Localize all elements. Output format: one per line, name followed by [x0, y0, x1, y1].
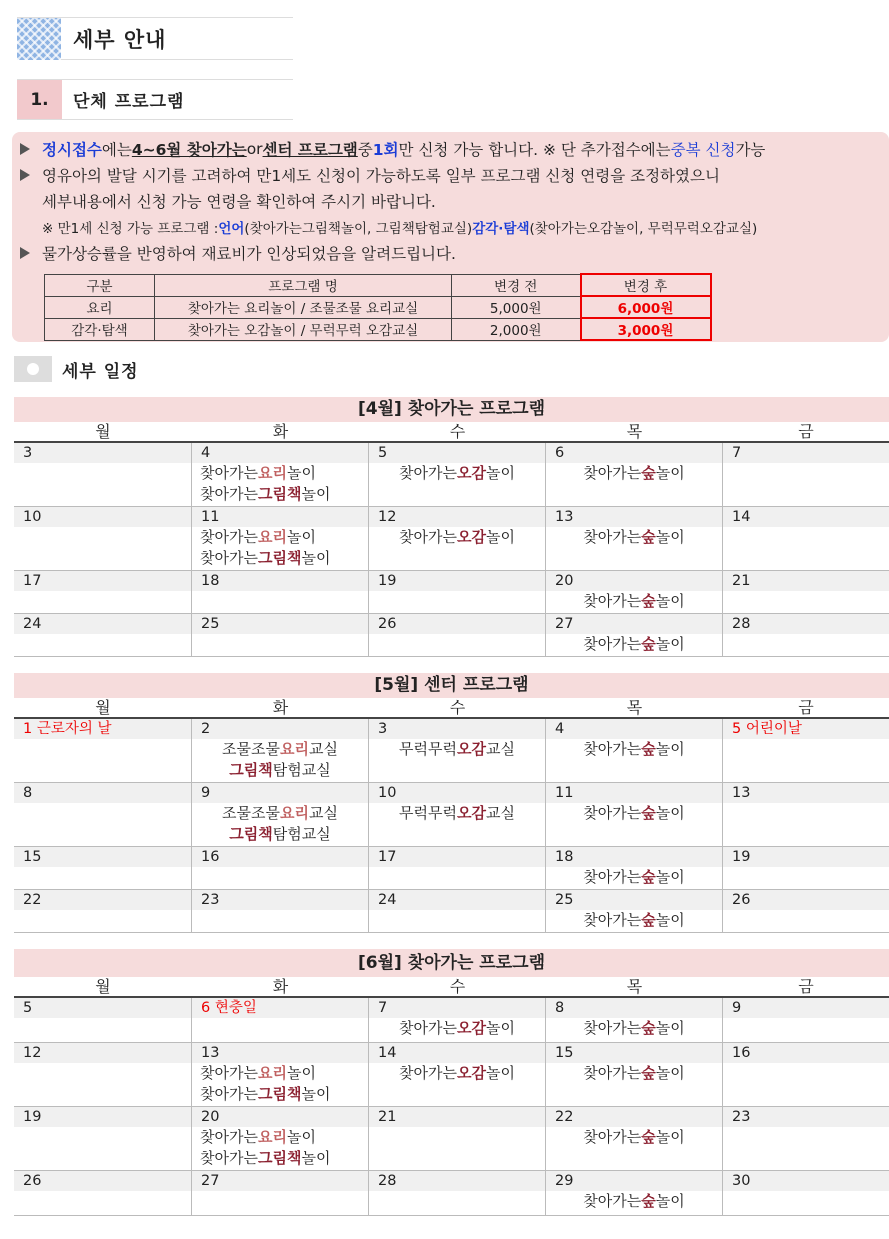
day-number: 11 — [546, 783, 722, 803]
day-cell — [546, 1171, 723, 1215]
day-number: 8 — [14, 783, 191, 803]
day-number: 27 — [546, 614, 722, 634]
day-number: 25 — [192, 614, 368, 634]
notice-text: 중 — [357, 141, 373, 159]
table-row — [45, 296, 711, 318]
day-cell — [192, 507, 369, 570]
day-number: 19 — [723, 847, 889, 867]
day-cell — [369, 614, 546, 656]
calendar-may — [14, 673, 889, 933]
notice-text: 1회 — [372, 141, 399, 159]
day-cell — [723, 571, 889, 613]
event: 찾아가는숲놀이 — [583, 1019, 685, 1037]
event: 찾아가는그림책놀이 — [200, 1085, 331, 1103]
event: 찾아가는요리놀이 — [200, 528, 316, 546]
day-cell — [369, 1171, 546, 1215]
day-number: 14 — [369, 1043, 545, 1063]
weekday: 수 — [449, 698, 466, 717]
week-row — [14, 890, 889, 933]
notice-text: or — [246, 140, 263, 158]
day-cell — [546, 443, 723, 506]
notice-text: 감각·탐색 — [472, 221, 530, 237]
calendar-title: [5월] 센터 프로그램 — [14, 673, 889, 698]
weekday-header — [14, 698, 889, 719]
day-number: 24 — [369, 890, 545, 910]
day-cell — [723, 783, 889, 846]
day-number: 26 — [14, 1171, 191, 1191]
day-cell — [369, 847, 546, 889]
day-cell — [546, 1107, 723, 1170]
day-cell — [14, 719, 192, 782]
day-number: 27 — [192, 1171, 368, 1191]
day-cell — [723, 998, 889, 1042]
day-number: 22 — [14, 890, 191, 910]
table-cell: 6,000원 — [581, 296, 711, 318]
event: 찾아가는요리놀이 — [200, 464, 316, 482]
weekday: 목 — [626, 698, 643, 717]
table-cell: 찾아가는 오감놀이 / 무럭무럭 오감교실 — [155, 318, 452, 340]
table-row — [45, 318, 711, 340]
day-cell — [723, 443, 889, 506]
day-cell — [192, 571, 369, 613]
table-cell: 5,000원 — [452, 296, 581, 318]
week-row — [14, 998, 889, 1043]
event: 그림책탐험교실 — [229, 761, 331, 779]
day-number: 28 — [369, 1171, 545, 1191]
day-number: 3 — [14, 443, 191, 463]
day-number: 18 — [192, 571, 368, 591]
notice-text: 정시접수 — [42, 141, 102, 159]
weekday: 금 — [798, 422, 814, 441]
day-cell — [369, 783, 546, 846]
page-title: 세부 안내 — [73, 27, 167, 52]
table-cell: 2,000원 — [452, 318, 581, 340]
day-number: 12 — [14, 1043, 191, 1063]
day-cell — [14, 1043, 192, 1106]
week-row — [14, 571, 889, 614]
day-number: 20 — [192, 1107, 368, 1127]
weekday: 수 — [449, 422, 466, 441]
weekday: 금 — [798, 698, 814, 717]
table-header: 프로그램 명 — [155, 274, 452, 296]
title-bar — [17, 17, 293, 60]
day-number: 7 — [369, 998, 545, 1018]
day-number: 26 — [369, 614, 545, 634]
notice-line-5 — [20, 240, 889, 266]
notice-line-2 — [20, 162, 889, 188]
notice-text: 만 신청 가능 합니다. ※ 단 추가접수에는 — [398, 141, 671, 159]
week-row — [14, 443, 889, 507]
day-number: 15 — [546, 1043, 722, 1063]
day-number: 7 — [723, 443, 889, 463]
table-cell: 찾아가는 요리놀이 / 조물조물 요리교실 — [155, 296, 452, 318]
day-number: 24 — [14, 614, 191, 634]
day-number: 9 — [192, 783, 368, 803]
day-number: 23 — [723, 1107, 889, 1127]
bullet-triangle-icon — [20, 143, 30, 155]
day-number: 25 — [546, 890, 722, 910]
day-number: 18 — [546, 847, 722, 867]
notice-line-4 — [42, 214, 889, 240]
schedule-heading: 세부 일정 — [62, 362, 139, 382]
day-cell — [369, 719, 546, 782]
day-number: 17 — [14, 571, 191, 591]
day-cell — [14, 783, 192, 846]
day-number: 23 — [192, 890, 368, 910]
day-cell — [192, 1107, 369, 1170]
weekday-header — [14, 977, 889, 998]
notice-text: 영유아의 발달 시기를 고려하여 만1세도 신청이 가능하도록 일부 프로그램 신청 연령을 조정하였으니 — [42, 167, 720, 185]
day-number: 19 — [369, 571, 545, 591]
event: 찾아가는요리놀이 — [200, 1128, 316, 1146]
day-cell — [14, 998, 192, 1042]
notice-text: 언어 — [218, 221, 245, 237]
calendar-title: [6월] 찾아가는 프로그램 — [14, 949, 889, 977]
event: 찾아가는숲놀이 — [583, 804, 685, 822]
event: 찾아가는그림책놀이 — [200, 1149, 331, 1167]
section-header — [17, 79, 293, 120]
day-number: 17 — [369, 847, 545, 867]
day-cell — [14, 847, 192, 889]
day-number: 26 — [723, 890, 889, 910]
day-number: 4 — [192, 443, 368, 463]
event: 그림책탐험교실 — [229, 825, 331, 843]
day-cell — [14, 614, 192, 656]
day-cell — [546, 847, 723, 889]
day-cell — [14, 571, 192, 613]
day-number: 4 — [546, 719, 722, 739]
day-number: 28 — [723, 614, 889, 634]
day-cell — [192, 443, 369, 506]
day-cell — [546, 890, 723, 932]
day-cell — [14, 443, 192, 506]
day-cell — [369, 507, 546, 570]
day-cell — [546, 614, 723, 656]
event: 조물조물요리교실 — [222, 740, 338, 758]
day-cell — [723, 1171, 889, 1215]
event: 조물조물요리교실 — [222, 804, 338, 822]
day-cell — [369, 443, 546, 506]
day-cell — [369, 1043, 546, 1106]
section-title: 단체 프로그램 — [73, 92, 185, 112]
day-number: 29 — [546, 1171, 722, 1191]
day-cell — [192, 614, 369, 656]
day-cell — [192, 890, 369, 932]
day-number: 15 — [14, 847, 191, 867]
week-row — [14, 719, 889, 783]
event: 찾아가는숲놀이 — [583, 1064, 685, 1082]
day-number: 21 — [723, 571, 889, 591]
day-number: 13 — [546, 507, 722, 527]
notice-text: (찾아가는오감놀이, 무럭무럭오감교실) — [529, 221, 758, 237]
day-number: 30 — [723, 1171, 889, 1191]
week-row — [14, 1107, 889, 1171]
day-cell — [723, 890, 889, 932]
day-number: 6 — [546, 443, 722, 463]
fee-table — [44, 273, 712, 341]
day-cell — [546, 571, 723, 613]
day-cell — [723, 719, 889, 782]
day-number: 5 — [369, 443, 545, 463]
day-number: 21 — [369, 1107, 545, 1127]
day-number: 16 — [723, 1043, 889, 1063]
day-number: 22 — [546, 1107, 722, 1127]
event: 찾아가는숲놀이 — [583, 740, 685, 758]
event: 찾아가는숲놀이 — [583, 1128, 685, 1146]
day-cell — [723, 614, 889, 656]
event: 찾아가는오감놀이 — [399, 464, 515, 482]
notice-line-3 — [42, 188, 889, 214]
notice-text: 센터 프로그램 — [262, 141, 358, 159]
table-header: 변경 전 — [452, 274, 581, 296]
calendar-title: [4월] 찾아가는 프로그램 — [14, 397, 889, 422]
notice-text: (찾아가는그림책놀이, 그림책탐험교실) — [244, 221, 473, 237]
day-cell — [546, 998, 723, 1042]
day-number: 6 현충일 — [192, 998, 368, 1018]
weekday-header — [14, 422, 889, 443]
day-cell — [192, 783, 369, 846]
week-row — [14, 783, 889, 847]
day-cell — [546, 1043, 723, 1106]
event: 찾아가는숲놀이 — [583, 464, 685, 482]
section-number: 1. — [17, 80, 62, 119]
event: 무럭무럭오감교실 — [399, 804, 515, 822]
weekday: 금 — [798, 977, 814, 996]
table-cell: 요리 — [45, 296, 155, 318]
event: 찾아가는그림책놀이 — [200, 549, 331, 567]
day-cell — [723, 507, 889, 570]
day-number: 3 — [369, 719, 545, 739]
weekday: 화 — [272, 422, 289, 441]
notice-text: ※ 만1세 신청 가능 프로그램 : — [42, 221, 219, 237]
day-cell — [192, 1171, 369, 1215]
day-cell — [192, 998, 369, 1042]
notice-text: 에는 — [101, 141, 132, 159]
day-number: 10 — [369, 783, 545, 803]
day-number: 5 어린이날 — [723, 719, 889, 739]
event: 찾아가는오감놀이 — [399, 528, 515, 546]
table-header: 변경 후 — [581, 274, 711, 296]
event: 찾아가는숲놀이 — [583, 528, 685, 546]
day-number: 16 — [192, 847, 368, 867]
day-cell — [14, 1107, 192, 1170]
event: 찾아가는오감놀이 — [399, 1019, 515, 1037]
calendar-june — [14, 949, 889, 1216]
day-cell — [369, 890, 546, 932]
event: 찾아가는오감놀이 — [399, 1064, 515, 1082]
event: 찾아가는숲놀이 — [583, 1192, 685, 1210]
table-header-row — [45, 274, 711, 296]
weekday: 월 — [95, 422, 111, 441]
table-cell: 3,000원 — [581, 318, 711, 340]
table-header: 구분 — [45, 274, 155, 296]
day-number: 12 — [369, 507, 545, 527]
week-row — [14, 1043, 889, 1107]
event: 찾아가는요리놀이 — [200, 1064, 316, 1082]
notice-text: 가능 — [735, 141, 766, 159]
day-number: 8 — [546, 998, 722, 1018]
day-cell — [14, 890, 192, 932]
week-row — [14, 507, 889, 571]
weekday: 화 — [272, 698, 289, 717]
week-row — [14, 614, 889, 657]
day-number: 14 — [723, 507, 889, 527]
day-cell — [369, 1107, 546, 1170]
day-cell — [546, 507, 723, 570]
weekday: 수 — [449, 977, 466, 996]
week-row — [14, 847, 889, 890]
week-row — [14, 1171, 889, 1216]
pattern-icon — [17, 18, 61, 60]
day-number: 2 — [192, 719, 368, 739]
event: 찾아가는숲놀이 — [583, 911, 685, 929]
day-cell — [369, 998, 546, 1042]
day-cell — [723, 847, 889, 889]
day-number: 13 — [192, 1043, 368, 1063]
weekday: 월 — [95, 977, 111, 996]
day-cell — [723, 1107, 889, 1170]
day-number: 9 — [723, 998, 889, 1018]
weekday: 목 — [626, 977, 643, 996]
notice-text: 중복 신청 — [670, 141, 736, 159]
circle-icon — [27, 363, 39, 375]
day-number: 20 — [546, 571, 722, 591]
notice-text: 4~6월 찾아가는 — [131, 141, 247, 159]
day-cell — [14, 507, 192, 570]
weekday: 월 — [95, 698, 111, 717]
table-cell: 감각·탐색 — [45, 318, 155, 340]
weekday: 목 — [626, 422, 643, 441]
day-cell — [14, 1171, 192, 1215]
day-cell — [192, 847, 369, 889]
day-cell — [546, 783, 723, 846]
event: 찾아가는숲놀이 — [583, 635, 685, 653]
calendar-april — [14, 397, 889, 657]
day-number: 10 — [14, 507, 191, 527]
event: 찾아가는숲놀이 — [583, 868, 685, 886]
event: 찾아가는그림책놀이 — [200, 485, 331, 503]
day-number: 1 근로자의 날 — [14, 719, 191, 739]
day-number: 11 — [192, 507, 368, 527]
weekday: 화 — [272, 977, 289, 996]
notice-line-1 — [20, 136, 889, 162]
bullet-triangle-icon — [20, 247, 30, 259]
bullet-triangle-icon — [20, 169, 30, 181]
day-number: 19 — [14, 1107, 191, 1127]
day-cell — [546, 719, 723, 782]
event: 찾아가는숲놀이 — [583, 592, 685, 610]
event: 무럭무럭오감교실 — [399, 740, 515, 758]
notice-text: 물가상승률을 반영하여 재료비가 인상되었음을 알려드립니다. — [42, 245, 456, 263]
day-cell — [192, 719, 369, 782]
day-number: 5 — [14, 998, 191, 1018]
day-cell — [723, 1043, 889, 1106]
day-cell — [369, 571, 546, 613]
notice-text: 세부내용에서 신청 가능 연령을 확인하여 주시기 바랍니다. — [42, 193, 436, 211]
day-number: 13 — [723, 783, 889, 803]
day-cell — [192, 1043, 369, 1106]
schedule-marker — [14, 356, 52, 382]
